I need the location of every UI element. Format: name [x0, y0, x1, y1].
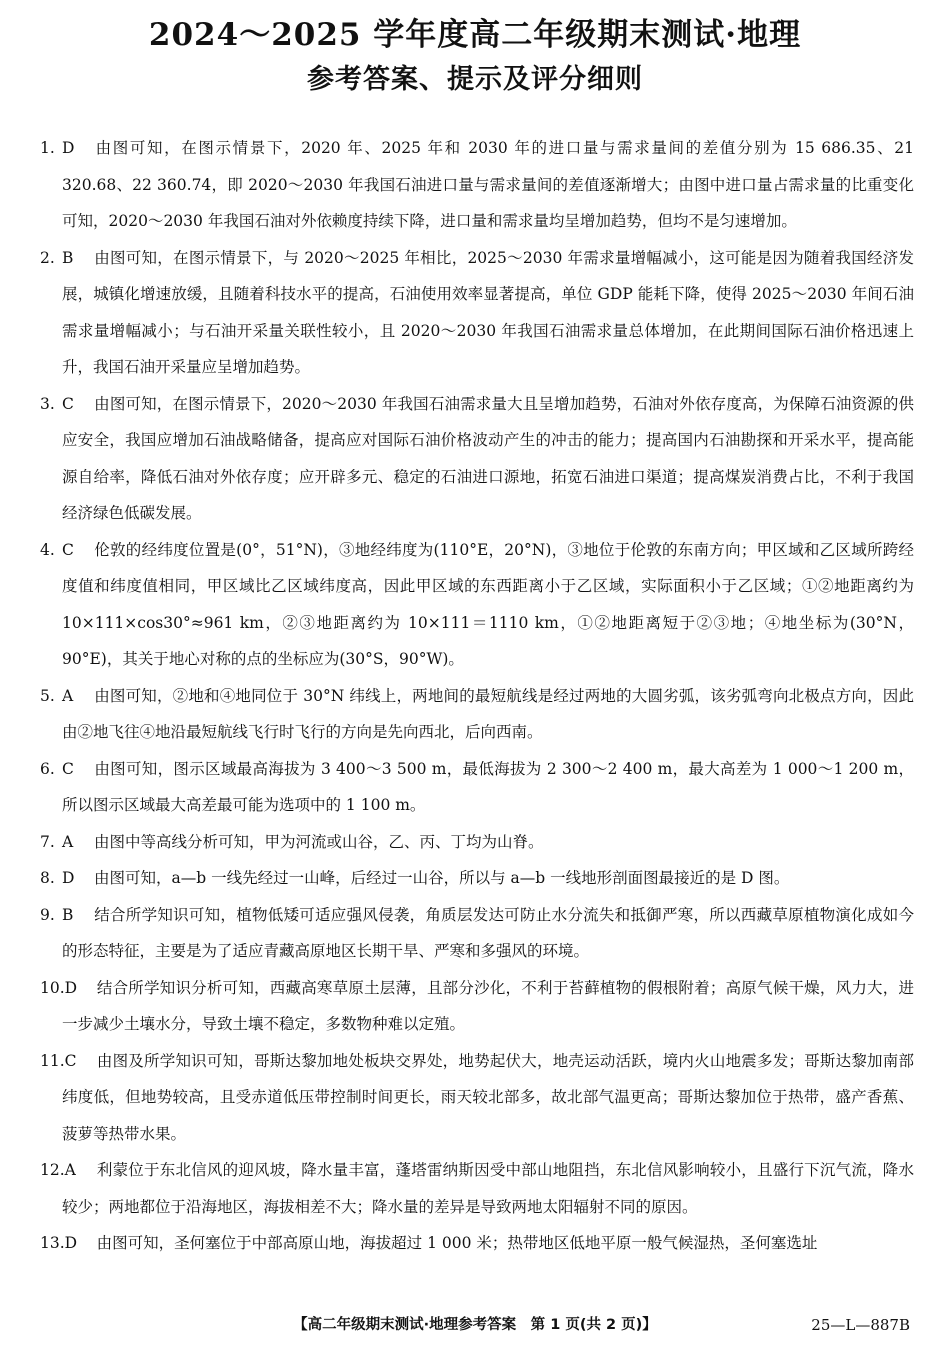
- answer-letter: C: [64, 1051, 77, 1070]
- answer-letter: A: [64, 1161, 76, 1179]
- answer-explanation: 由图中等高线分析可知，甲为河流或山谷，乙、丙、丁均为山脊。: [94, 832, 544, 851]
- answer-item-11: [40, 1043, 914, 1153]
- answer-item-3: [40, 386, 914, 532]
- answer-number: 2.: [40, 248, 55, 267]
- answer-number: 11.: [40, 1051, 65, 1070]
- answer-letter: A: [62, 686, 74, 705]
- answer-item-2: [40, 240, 914, 386]
- answer-number: 3.: [40, 394, 55, 413]
- answer-explanation: 由图可知，②地和④地同位于 30°N 纬线上，两地间的最短航线是经过两地的大圆劣弧，该劣弧弯向北极点方向，因此由②地飞往④地沿最短航线飞行时飞行的方向是先向西北，后向西南。: [62, 686, 914, 741]
- answer-explanation: 由图可知，图示区域最高海拔为 3 400～3 500 m，最低海拔为 2 300～2 400 m，最大高差为 1 000～1 200 m，所以图示区域最大高差最可能为选项中的 1 100 m。: [62, 759, 914, 814]
- answer-explanation: 由图可知，a—b 一线先经过一山峰，后经过一山谷，所以与 a—b 一线地形剖面图最接近的是 D 图。: [94, 869, 790, 887]
- answer-item-4: [40, 532, 914, 678]
- answer-letter: D: [64, 978, 78, 997]
- answer-number: 6.: [40, 759, 55, 778]
- page-title: 2024～2025 学年度高二年级期末测试·地理: [148, 17, 802, 53]
- answer-item-12: [40, 1152, 914, 1225]
- answer-number: 13.: [40, 1234, 65, 1252]
- answer-letter: D: [62, 869, 75, 887]
- answer-number: 9.: [40, 905, 55, 924]
- answer-item-9: [40, 897, 914, 970]
- answer-explanation: 由图及所学知识可知，哥斯达黎加地处板块交界处，地势起伏大，地壳运动活跃，境内火山地震多发；哥斯达黎加南部纬度低，但地势较高，且受赤道低压带控制时间更长，雨天较北部多，故北部气温更高；哥斯达黎加位于热带，盛产香蕉、菠萝等热带水果。: [62, 1051, 914, 1143]
- answer-explanation: 结合所学知识分析可知，西藏高寒草原土层薄，且部分沙化，不利于苔藓植物的假根附着；高原气候干燥，风力大，进一步减少土壤水分，导致土壤不稳定，多数物种难以定殖。: [62, 978, 914, 1033]
- answer-explanation: 由图可知，在图示情景下，与 2020～2025 年相比，2025～2030 年需求量增幅减小，这可能是因为随着我国经济发展，城镇化增速放缓，且随着科技水平的提高，石油使用效率显著提高，单位 GDP 能耗下降，使得 2025～2030 年间石油需求量增幅减小；与石油开采量关联性较小，且 2020～2030 年我国石油需求量总体增加，在此期间国际石油价格迅速上升，我国石油开采量应呈增加趋势。: [62, 248, 914, 376]
- answer-number: 12.: [40, 1161, 65, 1179]
- answer-number: 8.: [40, 869, 55, 887]
- answer-letter: C: [62, 540, 74, 559]
- answer-number: 5.: [40, 686, 55, 705]
- answer-explanation: 由图可知，圣何塞位于中部高原山地，海拔超过 1 000 米；热带地区低地平原一般气候湿热，圣何塞选址: [96, 1234, 818, 1252]
- answer-number: 7.: [40, 832, 55, 851]
- answer-explanation: 伦敦的经纬度位置是(0°，51°N)，③地经纬度为(110°E，20°N)，③地位于伦敦的东南方向；甲区域和乙区域所跨经度值和纬度值相同，甲区域比乙区域纬度高，因此甲区域的东西距离小于乙区域，实际面积小于乙区域；①②地距离约为 10×111×cos30°≈961 km，②③地距离约为 10×111＝1110 km，①②地距离短于②③地；④地坐标为(30°N，90°E)，其关于地心对称的点的坐标应为(30°S，90°W)。: [62, 540, 914, 668]
- answer-letter: D: [62, 139, 75, 157]
- page-footer: [0, 1311, 950, 1339]
- answer-item-8: [40, 860, 914, 897]
- answer-letter: D: [64, 1234, 78, 1252]
- page-subtitle: 参考答案、提示及评分细则: [307, 64, 643, 95]
- answer-item-5: [40, 678, 914, 751]
- answer-item-13: [40, 1225, 914, 1262]
- answer-letter: C: [62, 394, 74, 413]
- answer-number: 4.: [40, 540, 55, 559]
- answer-explanation: 结合所学知识可知，植物低矮可适应强风侵袭，角质层发达可防止水分流失和抵御严寒，所以西藏草原植物演化成如今的形态特征，主要是为了适应青藏高原地区长期干旱、严寒和多强风的环境。: [62, 905, 914, 960]
- answer-number: 1.: [40, 139, 55, 157]
- answer-item-7: [40, 824, 914, 861]
- answer-letter: B: [62, 248, 74, 267]
- footer-doc-code: 25—L—887B: [811, 1316, 910, 1334]
- answer-letter: A: [62, 832, 74, 851]
- answer-item-1: [40, 130, 914, 240]
- answer-letter: B: [62, 905, 74, 924]
- answer-list: [40, 130, 914, 1262]
- answer-item-6: [40, 751, 914, 824]
- answer-explanation: 利蒙位于东北信风的迎风坡，降水量丰富，蓬塔雷纳斯因受中部山地阻挡，东北信风影响较小，且盛行下沉气流，降水较少；两地都位于沿海地区，海拔相差不大；降水量的差异是导致两地太阳辐射不同的原因。: [62, 1161, 914, 1216]
- answer-number: 10.: [40, 978, 65, 997]
- answer-explanation: 由图可知，在图示情景下，2020～2030 年我国石油需求量大且呈增加趋势，石油对外依存度高，为保障石油资源的供应安全，我国应增加石油战略储备，提高应对国际石油价格波动产生的冲击的能力；提高国内石油勘探和开采水平，提高能源自给率，降低石油对外依存度；应开辟多元、稳定的石油进口源地，拓宽石油进口渠道；提高煤炭消费占比，不利于我国经济绿色低碳发展。: [62, 394, 914, 522]
- footer-page-info: 【高二年级期末测试·地理参考答案 第 1 页(共 2 页)】: [293, 1317, 657, 1333]
- answer-explanation: 由图可知，在图示情景下，2020 年、2025 年和 2030 年的进口量与需求量间的差值分别为 15 686.35、21 320.68、22 360.74，即 2020～2030 年我国石油进口量与需求量间的差值逐渐增大；由图中进口量占需求量的比重变化可知，2020～2030 年我国石油对外依赖度持续下降，进口量和需求量均呈增加趋势，但均不是匀速增加。: [62, 139, 914, 230]
- answer-letter: C: [62, 759, 74, 778]
- answer-item-10: [40, 970, 914, 1043]
